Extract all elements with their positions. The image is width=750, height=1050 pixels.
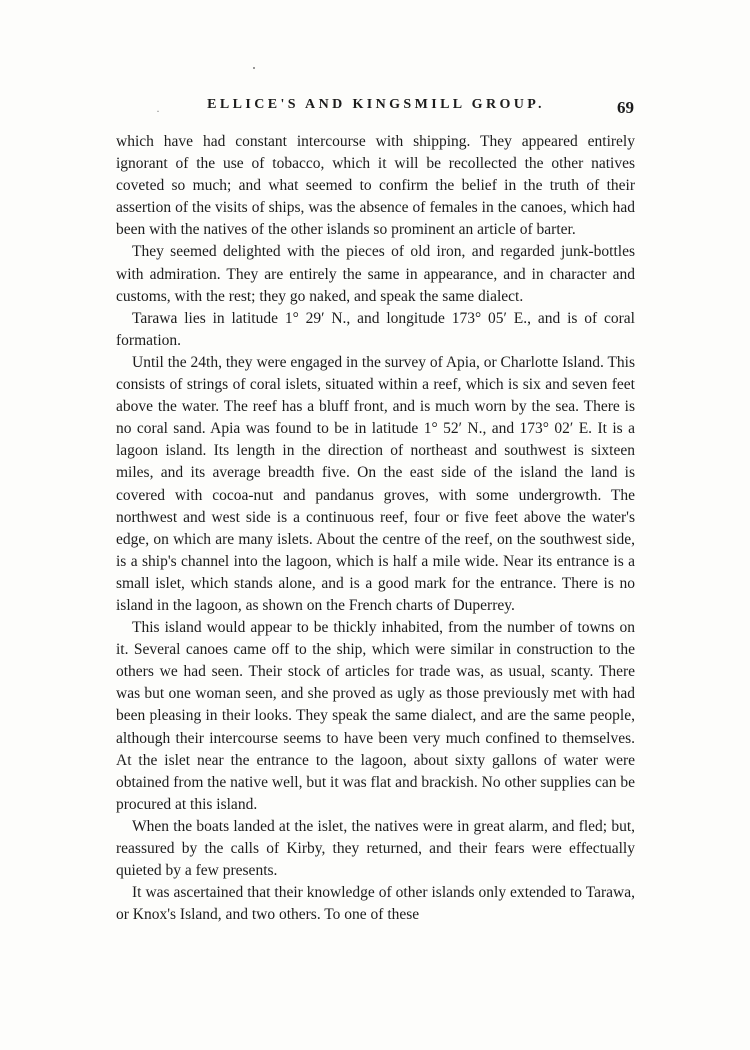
- running-head: ELLICE'S AND KINGSMILL GROUP.: [207, 97, 545, 112]
- paragraph-continued: which have had constant intercourse with shipping. They appeared entirely ignorant of the use of tobacco, which it will be recollected the other natives coveted so much; and what seemed to confirm the belief in the truth of their assertion of the visits of ships, was the absence of females in the canoes, which had been with the natives of the other islands so prominent an article of barter.: [116, 133, 635, 239]
- page-header: [116, 97, 634, 119]
- paragraph: This island would appear to be thickly inhabited, from the number of towns on it. Several canoes came off to the ship, which were similar in construction to the others we had seen. Their stock of articles for trade was, as usual, scanty. There was but one woman seen, and she proved as ugly as those previously met with had been pleasing in their looks. They speak the same dialect, and are the same people, although their intercourse seems to have been very much confined to themselves. At the islet near the entrance to the lagoon, about sixty gallons of water were obtained from the native well, but it was flat and brackish. No other supplies can be procured at this island.: [116, 619, 635, 813]
- paragraph: Tarawa lies in latitude 1° 29′ N., and longitude 173° 05′ E., and is of coral formation.: [116, 309, 635, 349]
- paragraph: Until the 24th, they were engaged in the survey of Apia, or Charlotte Island. This consists of strings of coral islets, situated within a reef, which is six and seven feet above the water. The reef has a bluff front, and is much worn by the sea. There is no coral sand. Apia was found to be in latitude 1° 52′ N., and 173° 02′ E. It is a lagoon island. Its length in the direction of northeast and southwest is sixteen miles, and its average breadth five. On the east side of the island the land is covered with cocoa-nut and pandanus groves, with some undergrowth. The northwest and west side is a continuous reef, four or five feet above the water's edge, on which are many islets. About the centre of the reef, on the southwest side, is a ship's channel into the lagoon, which is half a mile wide. Near its entrance is a small islet, which stands alone, and is a good mark for the entrance. There is no island in the lagoon, as shown on the French charts of Duperrey.: [116, 353, 635, 614]
- paper-speck: [253, 67, 255, 69]
- page-number: 69: [617, 98, 634, 117]
- paragraph: When the boats landed at the islet, the natives were in great alarm, and fled; but, reassured by the calls of Kirby, they returned, and their fears were effectually quieted by a few presents.: [116, 817, 635, 880]
- paragraph: They seemed delighted with the pieces of old iron, and regarded junk-bottles with admiration. They are entirely the same in appearance, and in character and customs, with the rest; they go naked, and speak the same dialect.: [116, 243, 635, 305]
- paragraph: It was ascertained that their knowledge of other islands only extended to Tarawa, or Knox's Island, and two others. To one of these: [116, 884, 635, 924]
- body-text: [116, 131, 635, 926]
- header-mark: ·: [156, 104, 160, 118]
